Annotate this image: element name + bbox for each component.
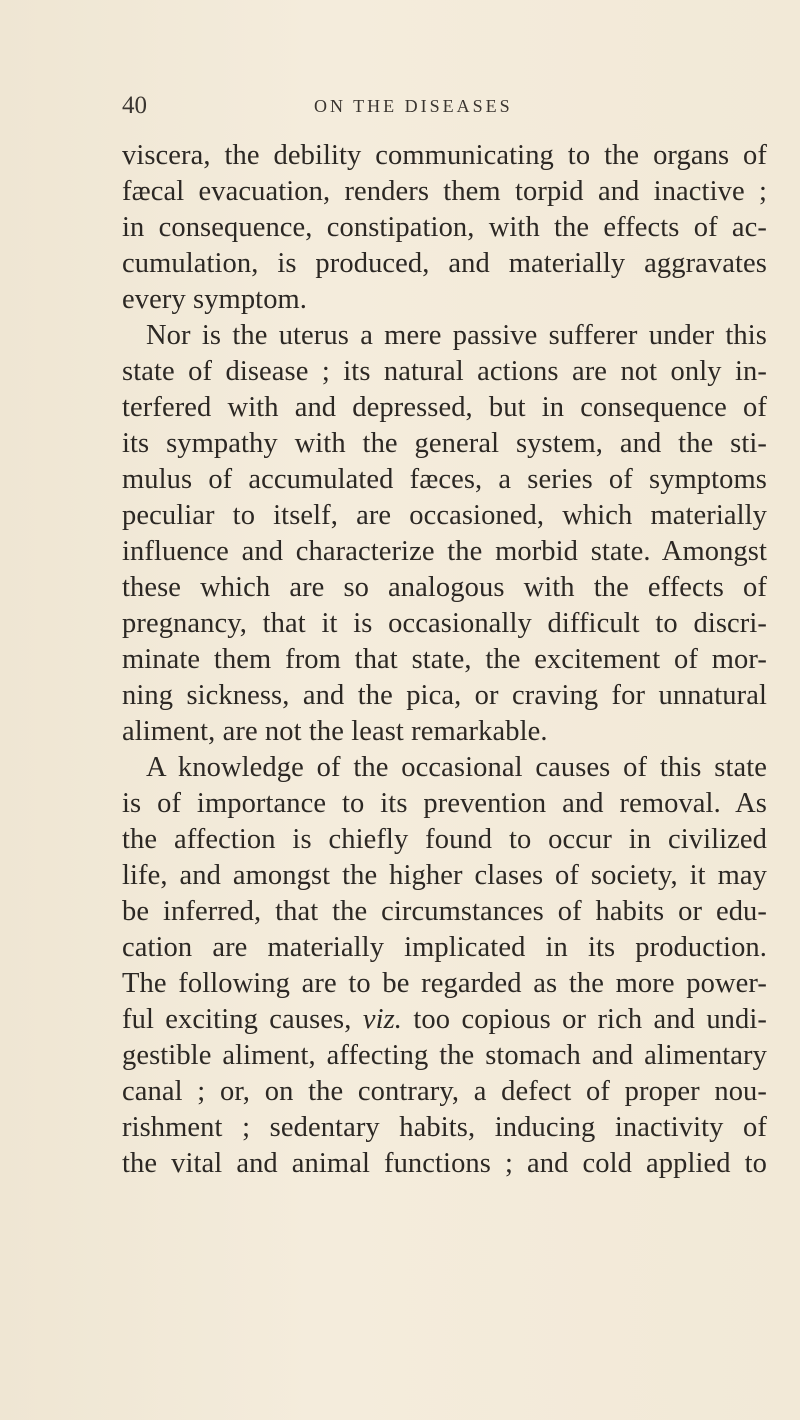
text-line: life, and amongst the higher clases of society, it may	[122, 860, 767, 891]
text-line: minate them from that state, the excitement of mor-	[122, 644, 767, 675]
text-line	[122, 1002, 767, 1038]
text-line: viscera, the debility communicating to the organs of	[122, 140, 767, 171]
text-line: rishment ; sedentary habits, inducing inactivity of	[122, 1112, 767, 1143]
text-line: gestible aliment, affecting the stomach and alimentary	[122, 1040, 767, 1071]
text-fragment: too copious or rich and undi-	[413, 1004, 767, 1035]
text-line: A knowledge of the occasional causes of this state	[146, 752, 767, 783]
text-line: aliment, are not the least remarkable.	[122, 716, 548, 747]
text-fragment: ful exciting causes,	[122, 1004, 352, 1035]
text-line: its sympathy with the general system, and the sti-	[122, 428, 767, 459]
text-line: the vital and animal functions ; and cold applied to	[122, 1148, 767, 1179]
text-line: in consequence, constipation, with the effects of ac-	[122, 212, 767, 243]
text-line: terfered with and depressed, but in consequence of	[122, 392, 767, 423]
text-line: The following are to be regarded as the more power-	[122, 968, 767, 999]
text-line: the affection is chiefly found to occur in civilized	[122, 824, 767, 855]
text-line: every symptom.	[122, 284, 308, 315]
text-line: these which are so analogous with the effects of	[122, 572, 767, 603]
running-title: ON THE DISEASES	[314, 96, 513, 116]
text-line: Nor is the uterus a mere passive sufferer under this	[146, 320, 767, 351]
text-line: pregnancy, that it is occasionally difficult to discri-	[122, 608, 767, 639]
text-line: state of disease ; its natural actions are not only in-	[122, 356, 767, 387]
page-number: 40	[122, 92, 147, 119]
text-line: canal ; or, on the contrary, a defect of proper nou-	[122, 1076, 767, 1107]
text-line: mulus of accumulated fæces, a series of symptoms	[122, 464, 767, 495]
text-line: peculiar to itself, are occasioned, which materially	[122, 500, 767, 531]
text-line: be inferred, that the circumstances of habits or edu-	[122, 896, 767, 927]
running-head	[0, 92, 800, 128]
text-line: cation are materially implicated in its production.	[122, 932, 767, 963]
text-line: influence and characterize the morbid state. Amongst	[122, 536, 767, 567]
text-line: ning sickness, and the pica, or craving for unnatural	[122, 680, 767, 711]
italic-viz: viz.	[362, 1004, 403, 1035]
body-text	[122, 138, 767, 1182]
text-line: is of importance to its prevention and removal. As	[122, 788, 767, 819]
text-line: fæcal evacuation, renders them torpid and inactive ;	[122, 176, 767, 207]
text-line: cumulation, is produced, and materially aggravates	[122, 248, 767, 279]
